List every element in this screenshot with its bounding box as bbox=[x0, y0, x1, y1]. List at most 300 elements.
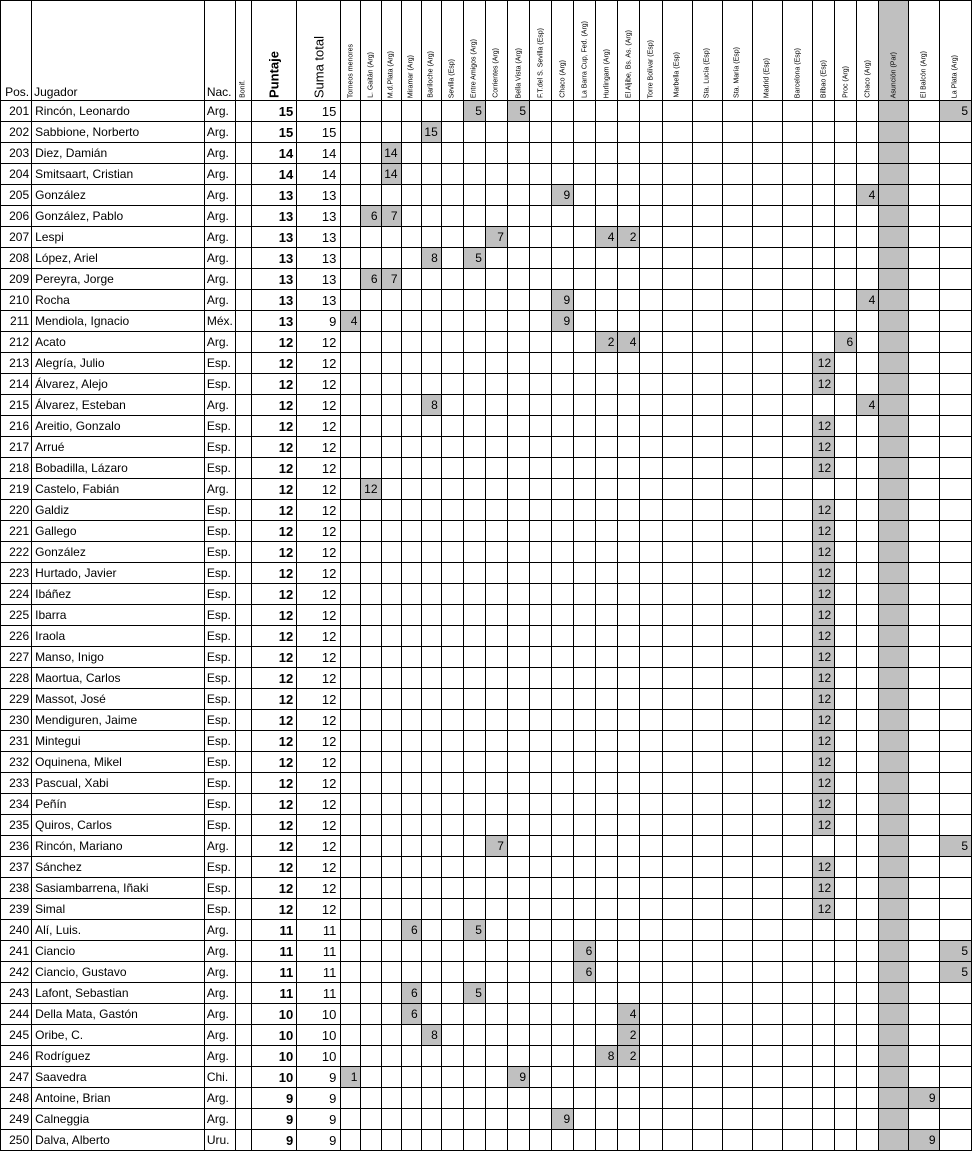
tournament-score-cell bbox=[341, 248, 361, 269]
tournament-score-cell bbox=[835, 815, 857, 836]
player-name-cell: Rincón, Mariano bbox=[32, 836, 205, 857]
tournament-score-cell bbox=[341, 689, 361, 710]
tournament-score-cell bbox=[857, 1088, 879, 1109]
tournament-score-cell bbox=[341, 395, 361, 416]
tournament-score-cell bbox=[463, 647, 485, 668]
tournament-score-cell bbox=[441, 836, 463, 857]
tournament-score-cell bbox=[857, 521, 879, 542]
tournament-score-cell bbox=[939, 311, 971, 332]
tournament-score-cell bbox=[596, 752, 618, 773]
header-tournament-label: La Barra Cup, Fed. (Arg) bbox=[581, 20, 589, 98]
tournament-score-cell bbox=[574, 395, 596, 416]
tournament-score-cell bbox=[835, 269, 857, 290]
pos-cell: 229 bbox=[1, 689, 32, 710]
tournament-score-cell: 8 bbox=[421, 1025, 441, 1046]
pos-cell: 243 bbox=[1, 983, 32, 1004]
tournament-score-cell bbox=[618, 794, 640, 815]
header-tournament bbox=[879, 1, 909, 101]
tournament-score-cell bbox=[752, 689, 782, 710]
tournament-score-cell bbox=[879, 983, 909, 1004]
player-name-cell: Calneggia bbox=[32, 1109, 205, 1130]
tournament-score-cell bbox=[692, 227, 722, 248]
tournament-score-cell bbox=[381, 647, 401, 668]
tournament-score-cell bbox=[381, 185, 401, 206]
tournament-score-cell bbox=[618, 290, 640, 311]
tournament-score-cell bbox=[361, 122, 381, 143]
tournament-score-cell bbox=[507, 1088, 529, 1109]
tournament-score-cell bbox=[939, 773, 971, 794]
tournament-score-cell bbox=[552, 542, 574, 563]
pos-cell: 235 bbox=[1, 815, 32, 836]
suma-total-cell: 13 bbox=[297, 248, 341, 269]
bonif-cell bbox=[235, 794, 251, 815]
tournament-score-cell bbox=[939, 899, 971, 920]
tournament-score-cell bbox=[421, 1046, 441, 1067]
table-row bbox=[1, 857, 972, 878]
pos-cell: 212 bbox=[1, 332, 32, 353]
tournament-score-cell bbox=[381, 836, 401, 857]
header-tournament-label: Bilbao (Esp) bbox=[820, 59, 828, 98]
player-name-cell: Mendiola, Ignacio bbox=[32, 311, 205, 332]
tournament-score-cell bbox=[782, 794, 812, 815]
tournament-score-cell bbox=[752, 794, 782, 815]
tournament-score-cell: 1 bbox=[341, 1067, 361, 1088]
nationality-cell: Esp. bbox=[204, 605, 235, 626]
tournament-score-cell bbox=[835, 500, 857, 521]
tournament-score-cell bbox=[485, 941, 507, 962]
tournament-score-cell bbox=[722, 794, 752, 815]
tournament-score-cell bbox=[463, 395, 485, 416]
tournament-score-cell bbox=[361, 1067, 381, 1088]
suma-total-cell: 12 bbox=[297, 437, 341, 458]
tournament-score-cell bbox=[441, 143, 463, 164]
tournament-score-cell bbox=[574, 143, 596, 164]
tournament-score-cell bbox=[782, 395, 812, 416]
tournament-score-cell bbox=[618, 1067, 640, 1088]
player-name-cell: Oribe, C. bbox=[32, 1025, 205, 1046]
tournament-score-cell bbox=[463, 143, 485, 164]
bonif-cell bbox=[235, 374, 251, 395]
tournament-score-cell bbox=[463, 857, 485, 878]
pos-cell: 231 bbox=[1, 731, 32, 752]
tournament-score-cell bbox=[909, 332, 939, 353]
tournament-score-cell bbox=[485, 164, 507, 185]
tournament-score-cell bbox=[752, 122, 782, 143]
puntaje-cell: 12 bbox=[252, 899, 297, 920]
suma-total-cell: 9 bbox=[297, 311, 341, 332]
tournament-score-cell bbox=[463, 416, 485, 437]
tournament-score-cell bbox=[552, 878, 574, 899]
tournament-score-cell bbox=[441, 395, 463, 416]
tournament-score-cell bbox=[441, 269, 463, 290]
tournament-score-cell bbox=[752, 395, 782, 416]
tournament-score-cell bbox=[463, 269, 485, 290]
tournament-score-cell bbox=[692, 1004, 722, 1025]
tournament-score-cell bbox=[692, 542, 722, 563]
tournament-score-cell bbox=[361, 1109, 381, 1130]
player-name-cell: Acato bbox=[32, 332, 205, 353]
tournament-score-cell bbox=[722, 395, 752, 416]
tournament-score-cell bbox=[507, 983, 529, 1004]
player-name-cell: Quiros, Carlos bbox=[32, 815, 205, 836]
nationality-cell: Arg. bbox=[204, 1004, 235, 1025]
puntaje-cell: 12 bbox=[252, 500, 297, 521]
tournament-score-cell bbox=[662, 752, 692, 773]
tournament-score-cell bbox=[485, 710, 507, 731]
tournament-score-cell bbox=[835, 878, 857, 899]
tournament-score-cell bbox=[618, 815, 640, 836]
header-tournament bbox=[939, 1, 971, 101]
tournament-score-cell bbox=[441, 668, 463, 689]
tournament-score-cell bbox=[441, 584, 463, 605]
tournament-score-cell bbox=[421, 983, 441, 1004]
tournament-score-cell bbox=[879, 773, 909, 794]
bonif-cell bbox=[235, 899, 251, 920]
tournament-score-cell bbox=[939, 227, 971, 248]
tournament-score-cell bbox=[341, 605, 361, 626]
tournament-score-cell bbox=[939, 206, 971, 227]
tournament-score-cell bbox=[662, 248, 692, 269]
tournament-score-cell bbox=[341, 857, 361, 878]
bonif-cell bbox=[235, 542, 251, 563]
header-tournament bbox=[782, 1, 812, 101]
tournament-score-cell bbox=[879, 668, 909, 689]
tournament-score-cell bbox=[879, 164, 909, 185]
tournament-score-cell bbox=[692, 584, 722, 605]
tournament-score-cell bbox=[341, 269, 361, 290]
tournament-score-cell: 12 bbox=[813, 815, 835, 836]
tournament-score-cell bbox=[782, 668, 812, 689]
tournament-score-cell bbox=[752, 227, 782, 248]
tournament-score-cell bbox=[507, 626, 529, 647]
tournament-score-cell bbox=[381, 1046, 401, 1067]
player-name-cell: Manso, Inigo bbox=[32, 647, 205, 668]
tournament-score-cell bbox=[401, 248, 421, 269]
tournament-score-cell bbox=[835, 647, 857, 668]
tournament-score-cell bbox=[421, 731, 441, 752]
tournament-score-cell bbox=[640, 332, 662, 353]
tournament-score-cell bbox=[879, 290, 909, 311]
tournament-score-cell bbox=[381, 500, 401, 521]
tournament-score-cell bbox=[530, 269, 552, 290]
tournament-score-cell: 12 bbox=[813, 752, 835, 773]
tournament-score-cell bbox=[507, 164, 529, 185]
tournament-score-cell bbox=[530, 206, 552, 227]
tournament-score-cell bbox=[441, 710, 463, 731]
tournament-score-cell bbox=[640, 710, 662, 731]
nationality-cell: Esp. bbox=[204, 626, 235, 647]
puntaje-cell: 13 bbox=[252, 206, 297, 227]
tournament-score-cell bbox=[463, 1067, 485, 1088]
tournament-score-cell bbox=[507, 563, 529, 584]
tournament-score-cell bbox=[857, 1109, 879, 1130]
tournament-score-cell: 14 bbox=[381, 143, 401, 164]
tournament-score-cell bbox=[463, 500, 485, 521]
tournament-score-cell bbox=[813, 1025, 835, 1046]
nationality-cell: Arg. bbox=[204, 395, 235, 416]
tournament-score-cell bbox=[361, 542, 381, 563]
suma-total-cell: 9 bbox=[297, 1067, 341, 1088]
tournament-score-cell bbox=[692, 605, 722, 626]
pos-cell: 246 bbox=[1, 1046, 32, 1067]
tournament-score-cell bbox=[485, 143, 507, 164]
tournament-score-cell bbox=[552, 521, 574, 542]
tournament-score-cell bbox=[835, 941, 857, 962]
tournament-score-cell bbox=[507, 605, 529, 626]
tournament-score-cell bbox=[752, 311, 782, 332]
tournament-score-cell bbox=[618, 836, 640, 857]
tournament-score-cell bbox=[401, 605, 421, 626]
tournament-score-cell bbox=[909, 605, 939, 626]
tournament-score-cell bbox=[421, 290, 441, 311]
tournament-score-cell bbox=[722, 1109, 752, 1130]
tournament-score-cell: 8 bbox=[596, 1046, 618, 1067]
tournament-score-cell bbox=[530, 794, 552, 815]
tournament-score-cell bbox=[552, 857, 574, 878]
tournament-score-cell bbox=[909, 626, 939, 647]
tournament-score-cell bbox=[485, 521, 507, 542]
tournament-score-cell: 4 bbox=[618, 1004, 640, 1025]
tournament-score-cell bbox=[782, 773, 812, 794]
tournament-score-cell bbox=[361, 416, 381, 437]
tournament-score-cell bbox=[552, 1088, 574, 1109]
tournament-score-cell bbox=[530, 437, 552, 458]
tournament-score-cell bbox=[662, 269, 692, 290]
tournament-score-cell bbox=[835, 479, 857, 500]
tournament-score-cell bbox=[692, 1109, 722, 1130]
tournament-score-cell bbox=[857, 311, 879, 332]
tournament-score-cell bbox=[835, 290, 857, 311]
tournament-score-cell bbox=[662, 815, 692, 836]
tournament-score-cell bbox=[574, 1004, 596, 1025]
bonif-cell bbox=[235, 920, 251, 941]
tournament-score-cell bbox=[835, 605, 857, 626]
tournament-score-cell bbox=[361, 605, 381, 626]
tournament-score-cell bbox=[879, 122, 909, 143]
tournament-score-cell bbox=[361, 458, 381, 479]
tournament-score-cell bbox=[835, 353, 857, 374]
table-row bbox=[1, 878, 972, 899]
tournament-score-cell bbox=[341, 899, 361, 920]
tournament-score-cell bbox=[485, 752, 507, 773]
suma-total-cell: 10 bbox=[297, 1025, 341, 1046]
tournament-score-cell bbox=[640, 185, 662, 206]
tournament-score-cell bbox=[507, 269, 529, 290]
player-name-cell: Lafont, Sebastian bbox=[32, 983, 205, 1004]
tournament-score-cell bbox=[401, 836, 421, 857]
tournament-score-cell: 8 bbox=[421, 395, 441, 416]
tournament-score-cell bbox=[401, 752, 421, 773]
tournament-score-cell bbox=[939, 290, 971, 311]
table-row bbox=[1, 332, 972, 353]
tournament-score-cell bbox=[835, 920, 857, 941]
tournament-score-cell bbox=[361, 962, 381, 983]
tournament-score-cell bbox=[857, 374, 879, 395]
tournament-score-cell bbox=[552, 122, 574, 143]
nationality-cell: Arg. bbox=[204, 836, 235, 857]
tournament-score-cell bbox=[722, 962, 752, 983]
tournament-score-cell bbox=[782, 311, 812, 332]
tournament-score-cell bbox=[552, 710, 574, 731]
tournament-score-cell bbox=[421, 773, 441, 794]
tournament-score-cell bbox=[618, 248, 640, 269]
tournament-score-cell bbox=[813, 101, 835, 122]
puntaje-cell: 12 bbox=[252, 479, 297, 500]
bonif-cell bbox=[235, 332, 251, 353]
bonif-cell bbox=[235, 836, 251, 857]
bonif-cell bbox=[235, 752, 251, 773]
tournament-score-cell bbox=[879, 794, 909, 815]
tournament-score-cell: 5 bbox=[463, 101, 485, 122]
pos-cell: 248 bbox=[1, 1088, 32, 1109]
tournament-score-cell bbox=[879, 710, 909, 731]
header-tournament-label: Sevilla (Esp) bbox=[448, 58, 456, 98]
tournament-score-cell bbox=[640, 374, 662, 395]
tournament-score-cell bbox=[463, 1109, 485, 1130]
tournament-score-cell bbox=[574, 500, 596, 521]
tournament-score-cell bbox=[552, 752, 574, 773]
tournament-score-cell bbox=[596, 206, 618, 227]
tournament-score-cell: 12 bbox=[813, 437, 835, 458]
tournament-score-cell bbox=[596, 122, 618, 143]
suma-total-cell: 12 bbox=[297, 479, 341, 500]
tournament-score-cell bbox=[530, 962, 552, 983]
tournament-score-cell bbox=[692, 983, 722, 1004]
puntaje-cell: 13 bbox=[252, 185, 297, 206]
puntaje-cell: 12 bbox=[252, 605, 297, 626]
tournament-score-cell bbox=[361, 983, 381, 1004]
tournament-score-cell bbox=[782, 605, 812, 626]
nationality-cell: Esp. bbox=[204, 731, 235, 752]
player-name-cell: Alegría, Julio bbox=[32, 353, 205, 374]
tournament-score-cell bbox=[722, 605, 752, 626]
tournament-score-cell bbox=[341, 206, 361, 227]
tournament-score-cell bbox=[939, 1109, 971, 1130]
nationality-cell: Uru. bbox=[204, 1130, 235, 1151]
tournament-score-cell bbox=[618, 731, 640, 752]
tournament-score-cell bbox=[692, 206, 722, 227]
tournament-score-cell bbox=[662, 416, 692, 437]
tournament-score-cell bbox=[752, 941, 782, 962]
tournament-score-cell bbox=[618, 122, 640, 143]
tournament-score-cell bbox=[618, 899, 640, 920]
tournament-score-cell bbox=[752, 752, 782, 773]
tournament-score-cell bbox=[939, 731, 971, 752]
tournament-score-cell bbox=[441, 458, 463, 479]
tournament-score-cell bbox=[574, 899, 596, 920]
tournament-score-cell bbox=[596, 542, 618, 563]
tournament-score-cell bbox=[782, 752, 812, 773]
tournament-score-cell bbox=[552, 395, 574, 416]
tournament-score-cell bbox=[530, 899, 552, 920]
table-row bbox=[1, 164, 972, 185]
tournament-score-cell bbox=[692, 1046, 722, 1067]
tournament-score-cell bbox=[879, 899, 909, 920]
player-name-cell: Mendiguren, Jaime bbox=[32, 710, 205, 731]
tournament-score-cell bbox=[574, 269, 596, 290]
tournament-score-cell bbox=[662, 374, 692, 395]
puntaje-cell: 13 bbox=[252, 290, 297, 311]
tournament-score-cell bbox=[421, 815, 441, 836]
tournament-score-cell bbox=[692, 479, 722, 500]
tournament-score-cell bbox=[782, 1130, 812, 1151]
tournament-score-cell bbox=[618, 311, 640, 332]
header-tournament bbox=[752, 1, 782, 101]
tournament-score-cell bbox=[530, 290, 552, 311]
tournament-score-cell bbox=[909, 290, 939, 311]
tournament-score-cell bbox=[640, 983, 662, 1004]
pos-cell: 202 bbox=[1, 122, 32, 143]
tournament-score-cell bbox=[909, 311, 939, 332]
tournament-score-cell bbox=[857, 227, 879, 248]
tournament-score-cell bbox=[640, 479, 662, 500]
tournament-score-cell bbox=[692, 1025, 722, 1046]
tournament-score-cell bbox=[401, 815, 421, 836]
suma-total-cell: 15 bbox=[297, 101, 341, 122]
suma-total-cell: 12 bbox=[297, 353, 341, 374]
puntaje-cell: 14 bbox=[252, 143, 297, 164]
tournament-score-cell bbox=[939, 605, 971, 626]
tournament-score-cell bbox=[909, 1046, 939, 1067]
tournament-score-cell bbox=[381, 983, 401, 1004]
tournament-score-cell bbox=[722, 626, 752, 647]
tournament-score-cell bbox=[401, 1109, 421, 1130]
tournament-score-cell bbox=[441, 752, 463, 773]
tournament-score-cell bbox=[662, 689, 692, 710]
tournament-score-cell bbox=[782, 983, 812, 1004]
tournament-score-cell bbox=[722, 542, 752, 563]
nationality-cell: Arg. bbox=[204, 185, 235, 206]
suma-total-cell: 9 bbox=[297, 1109, 341, 1130]
tournament-score-cell bbox=[662, 899, 692, 920]
puntaje-cell: 12 bbox=[252, 752, 297, 773]
tournament-score-cell bbox=[722, 374, 752, 395]
nationality-cell: Esp. bbox=[204, 899, 235, 920]
tournament-score-cell bbox=[909, 794, 939, 815]
tournament-score-cell bbox=[441, 1067, 463, 1088]
tournament-score-cell bbox=[485, 437, 507, 458]
table-row bbox=[1, 416, 972, 437]
tournament-score-cell bbox=[879, 815, 909, 836]
table-row bbox=[1, 290, 972, 311]
tournament-score-cell bbox=[530, 836, 552, 857]
tournament-score-cell bbox=[361, 374, 381, 395]
tournament-score-cell bbox=[463, 941, 485, 962]
tournament-score-cell bbox=[909, 983, 939, 1004]
tournament-score-cell bbox=[835, 437, 857, 458]
tournament-score-cell bbox=[640, 458, 662, 479]
tournament-score-cell bbox=[552, 626, 574, 647]
tournament-score-cell bbox=[401, 458, 421, 479]
table-row bbox=[1, 1025, 972, 1046]
tournament-score-cell bbox=[939, 584, 971, 605]
pos-cell: 214 bbox=[1, 374, 32, 395]
puntaje-cell: 12 bbox=[252, 773, 297, 794]
tournament-score-cell bbox=[421, 605, 441, 626]
table-row bbox=[1, 374, 972, 395]
tournament-score-cell bbox=[722, 647, 752, 668]
tournament-score-cell bbox=[421, 332, 441, 353]
tournament-score-cell bbox=[722, 1067, 752, 1088]
nationality-cell: Arg. bbox=[204, 983, 235, 1004]
tournament-score-cell bbox=[485, 563, 507, 584]
tournament-score-cell bbox=[782, 416, 812, 437]
tournament-score-cell bbox=[909, 164, 939, 185]
tournament-score-cell bbox=[574, 668, 596, 689]
tournament-score-cell bbox=[662, 1067, 692, 1088]
tournament-score-cell bbox=[574, 815, 596, 836]
tournament-score-cell bbox=[341, 437, 361, 458]
